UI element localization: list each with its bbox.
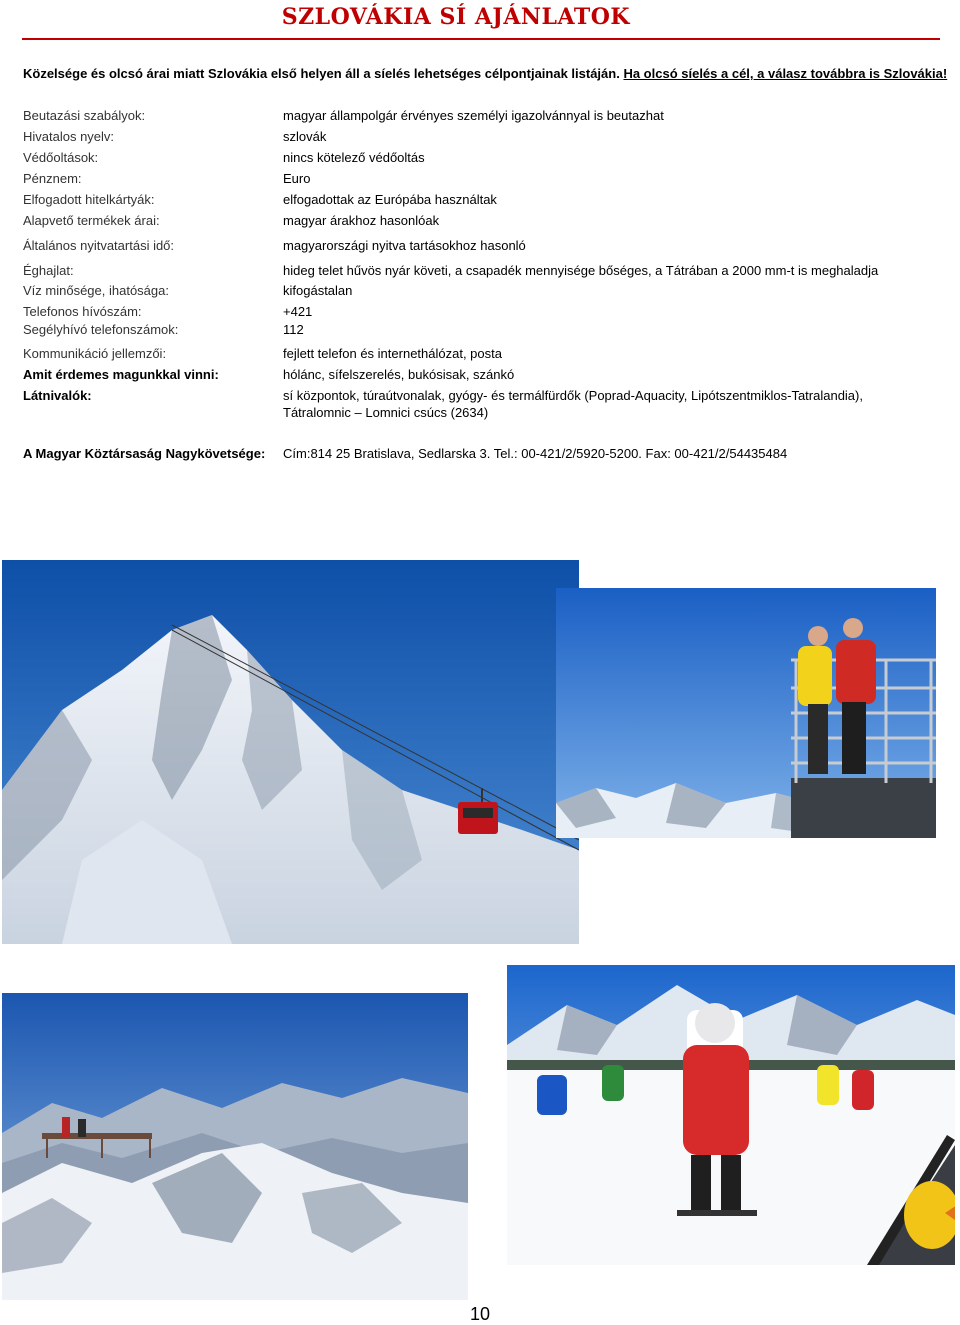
photo-mountain-peak (2, 993, 468, 1300)
info-value: kifogástalan (283, 283, 353, 298)
info-label: Általános nyitvatartási idő: (23, 238, 175, 253)
info-label: Pénznem: (23, 171, 82, 186)
mountain-peak-image (2, 993, 468, 1300)
info-label: Segélyhívó telefonszámok: (23, 322, 179, 337)
info-value: +421 (283, 304, 313, 319)
info-value: magyar árakhoz hasonlóak (283, 213, 440, 228)
page-title: SZLOVÁKIA SÍ AJÁNLATOK (281, 4, 630, 30)
info-label: Alapvető termékek árai: (23, 213, 160, 228)
info-value: fejlett telefon és internethálózat, posta (283, 346, 502, 361)
photo-cable-car-mountain (2, 560, 579, 944)
info-value: 112 (283, 322, 304, 337)
info-label: Látnivalók: (23, 388, 92, 403)
info-value: nincs kötelező védőoltás (283, 150, 425, 165)
cable-car-mountain-image (2, 560, 579, 944)
photo-kids-ski-school (507, 965, 955, 1265)
info-value: magyarországi nyitva tartásokhoz hasonló (283, 238, 526, 253)
info-value: magyar állampolgár érvényes személyi igazolvánnyal is beutazhat (283, 108, 664, 123)
title-rule (22, 38, 940, 40)
info-label: Elfogadott hitelkártyák: (23, 192, 155, 207)
info-label: Amit érdemes magunkkal vinni: (23, 367, 219, 382)
intro-sentence: Közelsége és olcsó árai miatt Szlovákia első helyen áll a síelés lehetséges célpontjainak listáján. (23, 66, 620, 81)
page-number: 10 (469, 1304, 491, 1324)
viewing-platform-image (556, 588, 936, 838)
info-label: Éghajlat: (23, 263, 74, 278)
info-value: elfogadottak az Európába használtak (283, 192, 497, 207)
intro-highlight: Ha olcsó síelés a cél, a válasz továbbra is Szlovákia! (623, 66, 948, 81)
intro-text (23, 66, 947, 81)
kids-ski-school-image (507, 965, 955, 1265)
info-value: Cím:814 25 Bratislava, Sedlarska 3. Tel.: 00-421/2/5920-5200. Fax: 00-421/2/54435484 (283, 446, 788, 461)
info-label: Védőoltások: (23, 150, 99, 165)
info-label: Kommunikáció jellemzői: (23, 346, 167, 361)
info-value: hólánc, sífelszerelés, bukósisak, szánkó (283, 367, 515, 382)
info-label: Víz minősége, ihatósága: (23, 283, 169, 298)
info-label: Beutazási szabályok: (23, 108, 146, 123)
info-value: hideg telet hűvös nyár követi, a csapadék mennyisége bőséges, a Tátrában a 2000 mm-t is meghaladja (283, 263, 879, 278)
info-value: Euro (283, 171, 311, 186)
info-label: A Magyar Köztársaság Nagykövetsége: (23, 446, 266, 461)
info-value: sí központok, túraútvonalak, gyógy- és termálfürdők (Poprad-Aquacity, Lipótszentmiklos-Tatralandia), (283, 388, 863, 403)
info-label: Hivatalos nyelv: (23, 129, 115, 144)
info-value: szlovák (283, 129, 327, 144)
info-value-continued: Tátralomnic – Lomnici csúcs (2634) (283, 405, 489, 420)
photo-viewing-platform (556, 588, 936, 838)
info-label: Telefonos hívószám: (23, 304, 142, 319)
